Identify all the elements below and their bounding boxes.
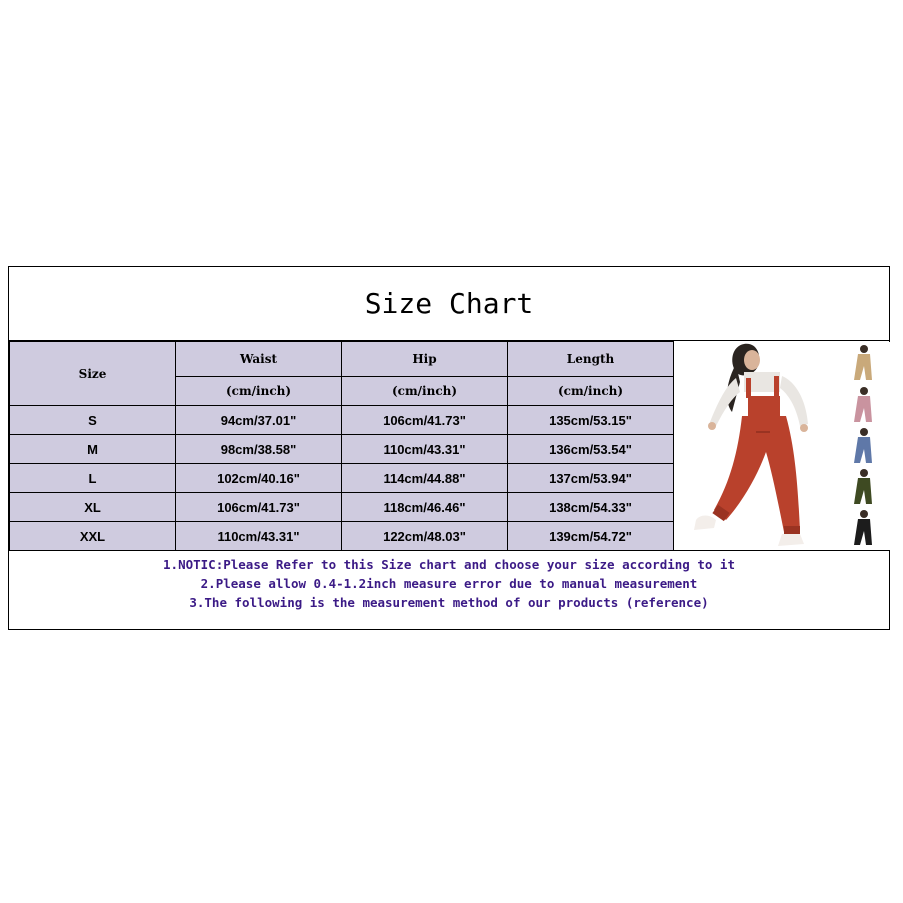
length-unit: (cm/inch) bbox=[508, 377, 674, 406]
note-line: 2.Please allow 0.4-1.2inch measure error due to manual measurement bbox=[200, 576, 698, 591]
length-cell: 136cm/53.54" bbox=[508, 435, 674, 464]
length-cell: 138cm/54.33" bbox=[508, 493, 674, 522]
waist-cell: 94cm/37.01" bbox=[176, 406, 342, 435]
waist-cell: 102cm/40.16" bbox=[176, 464, 342, 493]
size-cell: L bbox=[10, 464, 176, 493]
hip-header: Hip bbox=[342, 342, 508, 377]
table-row bbox=[10, 522, 674, 551]
note-line: 3.The following is the measurement method of our products (reference) bbox=[189, 595, 709, 610]
size-cell: XL bbox=[10, 493, 176, 522]
color-variants bbox=[854, 345, 872, 545]
size-header: Size bbox=[10, 342, 176, 406]
waist-cell: 106cm/41.73" bbox=[176, 493, 342, 522]
length-cell: 139cm/54.72" bbox=[508, 522, 674, 551]
size-cell: S bbox=[10, 406, 176, 435]
notes-section bbox=[9, 550, 889, 630]
table-row bbox=[10, 493, 674, 522]
hip-unit: (cm/inch) bbox=[342, 377, 508, 406]
length-cell: 135cm/53.15" bbox=[508, 406, 674, 435]
chart-title: Size Chart bbox=[9, 267, 889, 341]
model-in-jumpsuit-photo bbox=[674, 342, 890, 550]
length-cell: 137cm/53.94" bbox=[508, 464, 674, 493]
size-chart-frame bbox=[8, 266, 890, 630]
table-row bbox=[10, 464, 674, 493]
blue-variant bbox=[854, 428, 872, 463]
khaki-variant bbox=[854, 345, 872, 380]
size-table bbox=[9, 341, 674, 551]
note-line: 1.NOTIC:Please Refer to this Size chart and choose your size according to it bbox=[163, 557, 735, 572]
waist-unit: (cm/inch) bbox=[176, 377, 342, 406]
hip-cell: 118cm/46.46" bbox=[342, 493, 508, 522]
hip-cell: 106cm/41.73" bbox=[342, 406, 508, 435]
black-variant bbox=[854, 510, 872, 545]
main-model bbox=[694, 344, 808, 546]
pink-variant bbox=[854, 387, 872, 422]
hip-cell: 122cm/48.03" bbox=[342, 522, 508, 551]
size-cell: XXL bbox=[10, 522, 176, 551]
size-cell: M bbox=[10, 435, 176, 464]
waist-cell: 110cm/43.31" bbox=[176, 522, 342, 551]
waist-cell: 98cm/38.58" bbox=[176, 435, 342, 464]
product-illustration bbox=[674, 342, 890, 550]
hip-cell: 110cm/43.31" bbox=[342, 435, 508, 464]
hip-cell: 114cm/44.88" bbox=[342, 464, 508, 493]
waist-header: Waist bbox=[176, 342, 342, 377]
length-header: Length bbox=[508, 342, 674, 377]
army-green-variant bbox=[854, 469, 872, 504]
table-row bbox=[10, 435, 674, 464]
table-row bbox=[10, 406, 674, 435]
